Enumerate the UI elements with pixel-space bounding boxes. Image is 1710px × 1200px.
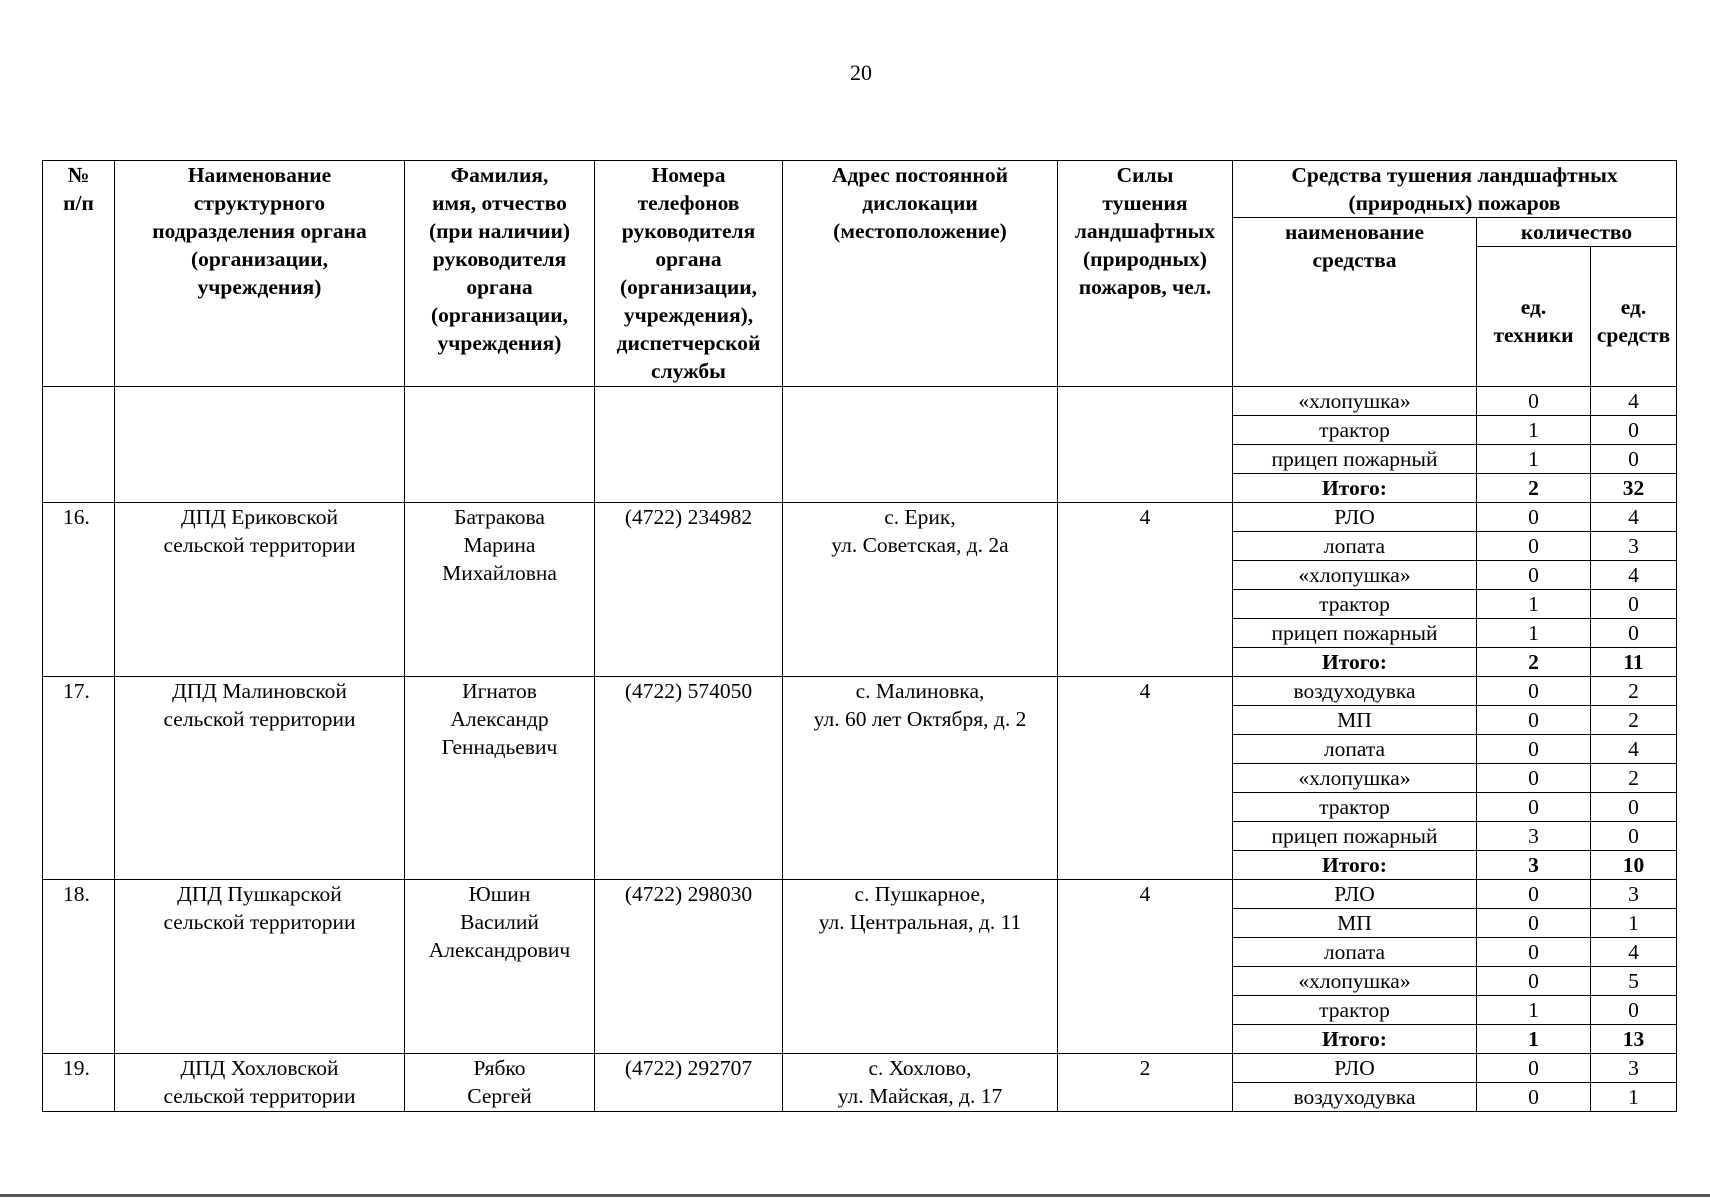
means-means-count: 0 — [1591, 793, 1677, 822]
means-name: воздуходувка — [1233, 677, 1477, 706]
header-quantity: количество — [1477, 218, 1677, 247]
means-total-tech: 2 — [1477, 648, 1591, 677]
address: с. Ерик, ул. Советская, д. 2а — [783, 503, 1058, 677]
address: с. Малиновка, ул. 60 лет Октября, д. 2 — [783, 677, 1058, 880]
header-units-tech: ед. техники — [1477, 247, 1591, 387]
means-name: прицеп пожарный — [1233, 822, 1477, 851]
means-name: «хлопушка» — [1233, 764, 1477, 793]
means-tech-count: 1 — [1477, 619, 1591, 648]
address: с. Хохлово, ул. Майская, д. 17 — [783, 1054, 1058, 1112]
means-name: прицеп пожарный — [1233, 445, 1477, 474]
means-means-count: 2 — [1591, 677, 1677, 706]
means-name: прицеп пожарный — [1233, 619, 1477, 648]
means-means-count: 1 — [1591, 1083, 1677, 1112]
continuation-empty-cell — [43, 387, 115, 503]
means-total-label: Итого: — [1233, 851, 1477, 880]
forces-count: 2 — [1058, 1054, 1233, 1112]
means-means-count: 4 — [1591, 561, 1677, 590]
means-total-means: 10 — [1591, 851, 1677, 880]
means-tech-count: 0 — [1477, 532, 1591, 561]
head-name: Рябко Сергей — [405, 1054, 595, 1112]
means-total-tech: 2 — [1477, 474, 1591, 503]
means-total-means: 32 — [1591, 474, 1677, 503]
means-name: РЛО — [1233, 1054, 1477, 1083]
unit-name: ДПД Пушкарской сельской территории — [115, 880, 405, 1054]
means-means-count: 3 — [1591, 532, 1677, 561]
means-name: трактор — [1233, 590, 1477, 619]
means-means-count: 3 — [1591, 880, 1677, 909]
continuation-empty-cell — [115, 387, 405, 503]
means-name: трактор — [1233, 996, 1477, 1025]
unit-name: ДПД Ериковской сельской территории — [115, 503, 405, 677]
means-total-label: Итого: — [1233, 648, 1477, 677]
means-tech-count: 3 — [1477, 822, 1591, 851]
means-name: воздуходувка — [1233, 1083, 1477, 1112]
means-means-count: 2 — [1591, 764, 1677, 793]
means-means-count: 4 — [1591, 387, 1677, 416]
means-means-count: 0 — [1591, 416, 1677, 445]
header-unit: Наименование структурного подразделения органа (организации, учреждения) — [115, 161, 405, 387]
means-total-label: Итого: — [1233, 1025, 1477, 1054]
means-means-count: 2 — [1591, 706, 1677, 735]
means-tech-count: 0 — [1477, 706, 1591, 735]
means-name: РЛО — [1233, 880, 1477, 909]
means-tech-count: 1 — [1477, 416, 1591, 445]
fire-means-table — [42, 160, 1677, 1112]
forces-count: 4 — [1058, 503, 1233, 677]
page-number: 20 — [850, 60, 872, 85]
means-means-count: 0 — [1591, 590, 1677, 619]
page-bottom-rule — [0, 1194, 1710, 1197]
header-head: Фамилия, имя, отчество (при наличии) руководителя органа (организации, учреждения) — [405, 161, 595, 387]
means-name: лопата — [1233, 735, 1477, 764]
continuation-empty-cell — [1058, 387, 1233, 503]
table-row — [43, 503, 1677, 532]
means-means-count: 4 — [1591, 938, 1677, 967]
forces-count: 4 — [1058, 880, 1233, 1054]
means-total-tech: 1 — [1477, 1025, 1591, 1054]
continuation-empty-cell — [783, 387, 1058, 503]
means-means-count: 4 — [1591, 735, 1677, 764]
means-total-means: 11 — [1591, 648, 1677, 677]
header-means-group: Средства тушения ландшафтных (природных) пожаров — [1233, 161, 1677, 218]
means-tech-count: 0 — [1477, 503, 1591, 532]
means-total-means: 13 — [1591, 1025, 1677, 1054]
means-tech-count: 1 — [1477, 996, 1591, 1025]
table-row — [43, 677, 1677, 706]
means-total-tech: 3 — [1477, 851, 1591, 880]
means-name: трактор — [1233, 416, 1477, 445]
header-units-means: ед. средств — [1591, 247, 1677, 387]
table-row — [43, 880, 1677, 909]
means-means-count: 0 — [1591, 996, 1677, 1025]
means-means-count: 1 — [1591, 909, 1677, 938]
means-tech-count: 0 — [1477, 735, 1591, 764]
means-tech-count: 1 — [1477, 445, 1591, 474]
means-means-count: 4 — [1591, 503, 1677, 532]
means-tech-count: 0 — [1477, 793, 1591, 822]
means-tech-count: 0 — [1477, 561, 1591, 590]
table-body — [43, 387, 1677, 1112]
head-name: Игнатов Александр Геннадьевич — [405, 677, 595, 880]
means-name: лопата — [1233, 938, 1477, 967]
table-row — [43, 1054, 1677, 1083]
means-tech-count: 0 — [1477, 938, 1591, 967]
means-means-count: 3 — [1591, 1054, 1677, 1083]
phone-number: (4722) 234982 — [595, 503, 783, 677]
means-means-count: 0 — [1591, 445, 1677, 474]
table-header — [43, 161, 1677, 387]
unit-name: ДПД Хохловской сельской территории — [115, 1054, 405, 1112]
header-phone: Номера телефонов руководителя органа (организации, учреждения), диспетчерской службы — [595, 161, 783, 387]
means-tech-count: 0 — [1477, 909, 1591, 938]
continuation-empty-cell — [595, 387, 783, 503]
continuation-empty-cell — [405, 387, 595, 503]
forces-count: 4 — [1058, 677, 1233, 880]
means-means-count: 0 — [1591, 619, 1677, 648]
row-number: 19. — [43, 1054, 115, 1112]
header-address: Адрес постоянной дислокации (местоположение) — [783, 161, 1058, 387]
means-tech-count: 0 — [1477, 967, 1591, 996]
means-means-count: 5 — [1591, 967, 1677, 996]
means-tech-count: 1 — [1477, 590, 1591, 619]
means-name: «хлопушка» — [1233, 561, 1477, 590]
means-tech-count: 0 — [1477, 677, 1591, 706]
means-name: «хлопушка» — [1233, 387, 1477, 416]
means-tech-count: 0 — [1477, 387, 1591, 416]
header-forces: Силы тушения ландшафтных (природных) пожаров, чел. — [1058, 161, 1233, 387]
row-number: 17. — [43, 677, 115, 880]
address: с. Пушкарное, ул. Центральная, д. 11 — [783, 880, 1058, 1054]
means-name: РЛО — [1233, 503, 1477, 532]
head-name: Батракова Марина Михайловна — [405, 503, 595, 677]
means-name: «хлопушка» — [1233, 967, 1477, 996]
means-name: МП — [1233, 706, 1477, 735]
means-tech-count: 0 — [1477, 1054, 1591, 1083]
phone-number: (4722) 298030 — [595, 880, 783, 1054]
unit-name: ДПД Малиновской сельской территории — [115, 677, 405, 880]
table-row — [43, 387, 1677, 416]
means-tech-count: 0 — [1477, 1083, 1591, 1112]
means-means-count: 0 — [1591, 822, 1677, 851]
means-tech-count: 0 — [1477, 880, 1591, 909]
row-number: 16. — [43, 503, 115, 677]
row-number: 18. — [43, 880, 115, 1054]
phone-number: (4722) 574050 — [595, 677, 783, 880]
means-name: лопата — [1233, 532, 1477, 561]
head-name: Юшин Василий Александрович — [405, 880, 595, 1054]
header-num: № п/п — [43, 161, 115, 387]
means-name: трактор — [1233, 793, 1477, 822]
means-name: МП — [1233, 909, 1477, 938]
phone-number: (4722) 292707 — [595, 1054, 783, 1112]
means-tech-count: 0 — [1477, 764, 1591, 793]
means-total-label: Итого: — [1233, 474, 1477, 503]
header-means-name: наименование средства — [1233, 218, 1477, 387]
